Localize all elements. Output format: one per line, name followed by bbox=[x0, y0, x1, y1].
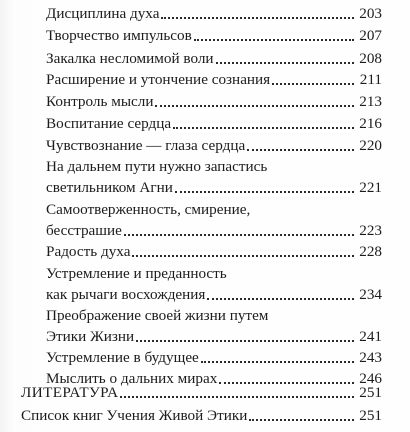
toc-entry-title: Список книг Учения Живой Этики bbox=[21, 407, 248, 424]
toc-entry-discipline bbox=[46, 6, 382, 22]
toc-entry-page: 246 bbox=[359, 370, 382, 387]
toc-entry-title: Этики Жизни bbox=[46, 328, 135, 345]
dot-leader bbox=[216, 58, 354, 64]
toc-entry-title: Радость духа bbox=[46, 243, 131, 260]
toc-section-title: ЛИТЕРАТУРА bbox=[21, 384, 119, 401]
dot-leader bbox=[120, 392, 354, 398]
toc-entry-devotion-line1: Устремление и преданность bbox=[46, 265, 227, 282]
toc-entry-consciousness bbox=[46, 72, 382, 88]
toc-entry-title: Мыслить о дальних мирах bbox=[46, 370, 218, 387]
dot-leader bbox=[219, 378, 354, 384]
toc-entry-page: 241 bbox=[359, 328, 382, 345]
dot-leader bbox=[173, 123, 354, 129]
toc-entry-ethics bbox=[46, 329, 382, 345]
toc-entry-impulses bbox=[46, 28, 382, 44]
dot-leader bbox=[207, 294, 354, 300]
toc-entry-title: как рычаги восхождения bbox=[46, 286, 206, 303]
toc-entry-title: бесстрашие bbox=[46, 222, 122, 239]
toc-entry-page: 223 bbox=[359, 222, 382, 239]
toc-entry-agni-line1: На дальнем пути нужно запастись bbox=[46, 158, 268, 175]
dot-leader bbox=[124, 230, 354, 236]
toc-entry-title: Закалка несломимой воли bbox=[46, 50, 214, 67]
toc-entry-page: 220 bbox=[359, 137, 382, 154]
toc-entry-page: 203 bbox=[359, 5, 382, 22]
toc-entry-future bbox=[46, 350, 382, 366]
toc-entry-will bbox=[46, 51, 382, 67]
dot-leader bbox=[136, 336, 354, 342]
toc-entry-thought-control bbox=[46, 94, 382, 110]
dot-leader bbox=[161, 13, 354, 19]
toc-entry-page: 207 bbox=[359, 27, 382, 44]
toc-entry-page: 251 bbox=[359, 407, 382, 424]
toc-entry-heart-eyes bbox=[46, 138, 382, 154]
toc-entry-title: Устремление в будущее bbox=[46, 349, 199, 366]
toc-entry-literature bbox=[21, 385, 382, 401]
dot-leader bbox=[132, 251, 354, 257]
toc-entry-page: 211 bbox=[359, 71, 382, 88]
dot-leader bbox=[247, 145, 354, 151]
toc-entry-page: 208 bbox=[359, 50, 382, 67]
toc-entry-page: 213 bbox=[359, 93, 382, 110]
dot-leader bbox=[155, 101, 354, 107]
toc-entry-joy bbox=[46, 244, 382, 260]
dot-leader bbox=[249, 415, 354, 421]
toc-entry-title: Воспитание сердца bbox=[46, 115, 172, 132]
toc-entry-page: 243 bbox=[359, 349, 382, 366]
toc-entry-page: 221 bbox=[359, 179, 382, 196]
toc-entry-book-list bbox=[21, 408, 382, 424]
toc-entry-ethics-line1: Преображение своей жизни путем bbox=[46, 307, 269, 324]
toc-entry-page: 234 bbox=[359, 286, 382, 303]
toc-entry-title: Чувствознание — глаза сердца bbox=[46, 137, 246, 154]
toc-entry-title: Дисциплина духа bbox=[46, 5, 160, 22]
dot-leader bbox=[175, 187, 354, 193]
toc-entry-title: Контроль мысли bbox=[46, 93, 154, 110]
toc-entry-title: светильником Агни bbox=[46, 179, 173, 196]
toc-entry-title: Расширение и утончение сознания bbox=[46, 71, 271, 88]
toc-entry-title: Творчество импульсов bbox=[46, 27, 192, 44]
dot-leader bbox=[194, 35, 354, 41]
toc-entry-devotion bbox=[46, 287, 382, 303]
toc-entry-agni bbox=[46, 180, 382, 196]
dot-leader bbox=[272, 79, 354, 85]
toc-entry-page: 251 bbox=[359, 384, 382, 401]
dot-leader bbox=[201, 357, 354, 363]
toc-entry-page: 228 bbox=[359, 243, 382, 260]
toc-entry-fearlessness-line1: Самоотверженность, смирение, bbox=[46, 201, 251, 218]
toc-entry-heart bbox=[46, 116, 382, 132]
toc-entry-fearlessness bbox=[46, 223, 382, 239]
toc-entry-page: 216 bbox=[359, 115, 382, 132]
